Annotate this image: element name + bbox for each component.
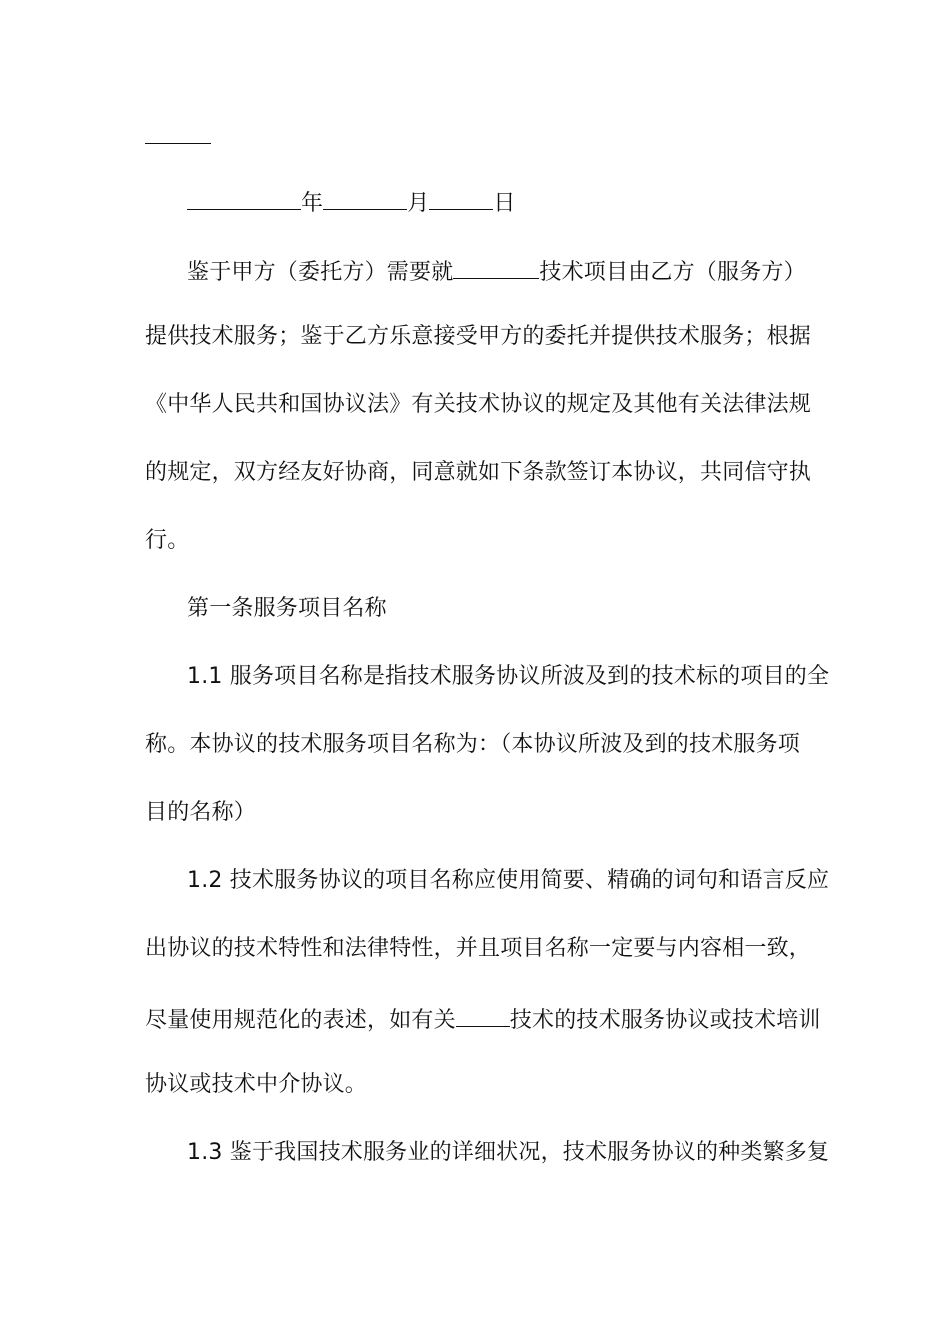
year-label: 年 — [301, 191, 324, 216]
article-1-heading: 第一条服务项目名称 — [187, 596, 387, 621]
clause-1-2-line-2: 出协议的技术特性和法律特性，并且项目名称一定要与内容相一致， — [145, 936, 812, 961]
clause-1-3-line-1: 1.3 鉴于我国技术服务业的详细状况，技术服务协议的种类繁多复 — [187, 1140, 830, 1165]
day-label: 日 — [493, 191, 516, 216]
clause-text: 技术的技术服务协议或技术培训 — [509, 1008, 821, 1033]
preamble-line-3: 《中华人民共和国协议法》有关技术协议的规定及其他有关法律法规 — [145, 392, 812, 417]
preamble-text: 鉴于甲方（委托方）需要就 — [187, 260, 454, 285]
clause-1-1-line-1: 1.1 服务项目名称是指技术服务协议所波及到的技术标的项目的全 — [187, 664, 830, 689]
date-line — [187, 185, 810, 219]
preamble-line-5: 行。 — [145, 528, 190, 553]
clause-1-1-line-2: 称。本协议的技术服务项目名称为：（本协议所波及到的技术服务项 — [145, 732, 801, 757]
month-blank — [323, 185, 407, 210]
preamble-line-4: 的规定，双方经友好协商，同意就如下条款签订本协议，共同信守执 — [145, 460, 812, 485]
technology-blank — [456, 1002, 510, 1027]
preamble-text: 技术项目由乙方（服务方） — [539, 260, 806, 285]
clause-1-2-line-3 — [145, 1002, 821, 1036]
preamble-line-2: 提供技术服务；鉴于乙方乐意接受甲方的委托并提供技术服务；根据 — [145, 324, 812, 349]
clause-1-2-line-4: 协议或技术中介协议。 — [145, 1072, 368, 1097]
clause-text: 尽量使用规范化的表述，如有关 — [145, 1008, 456, 1033]
preamble-line-1 — [187, 254, 810, 288]
year-blank — [187, 185, 301, 210]
project-blank — [453, 254, 539, 279]
month-label: 月 — [407, 191, 430, 216]
signature-blank-line — [145, 143, 211, 144]
clause-1-2-line-1: 1.2 技术服务协议的项目名称应使用简要、精确的词句和语言反应 — [187, 868, 830, 893]
day-blank — [429, 185, 493, 210]
clause-1-1-line-3: 目的名称） — [145, 800, 257, 825]
